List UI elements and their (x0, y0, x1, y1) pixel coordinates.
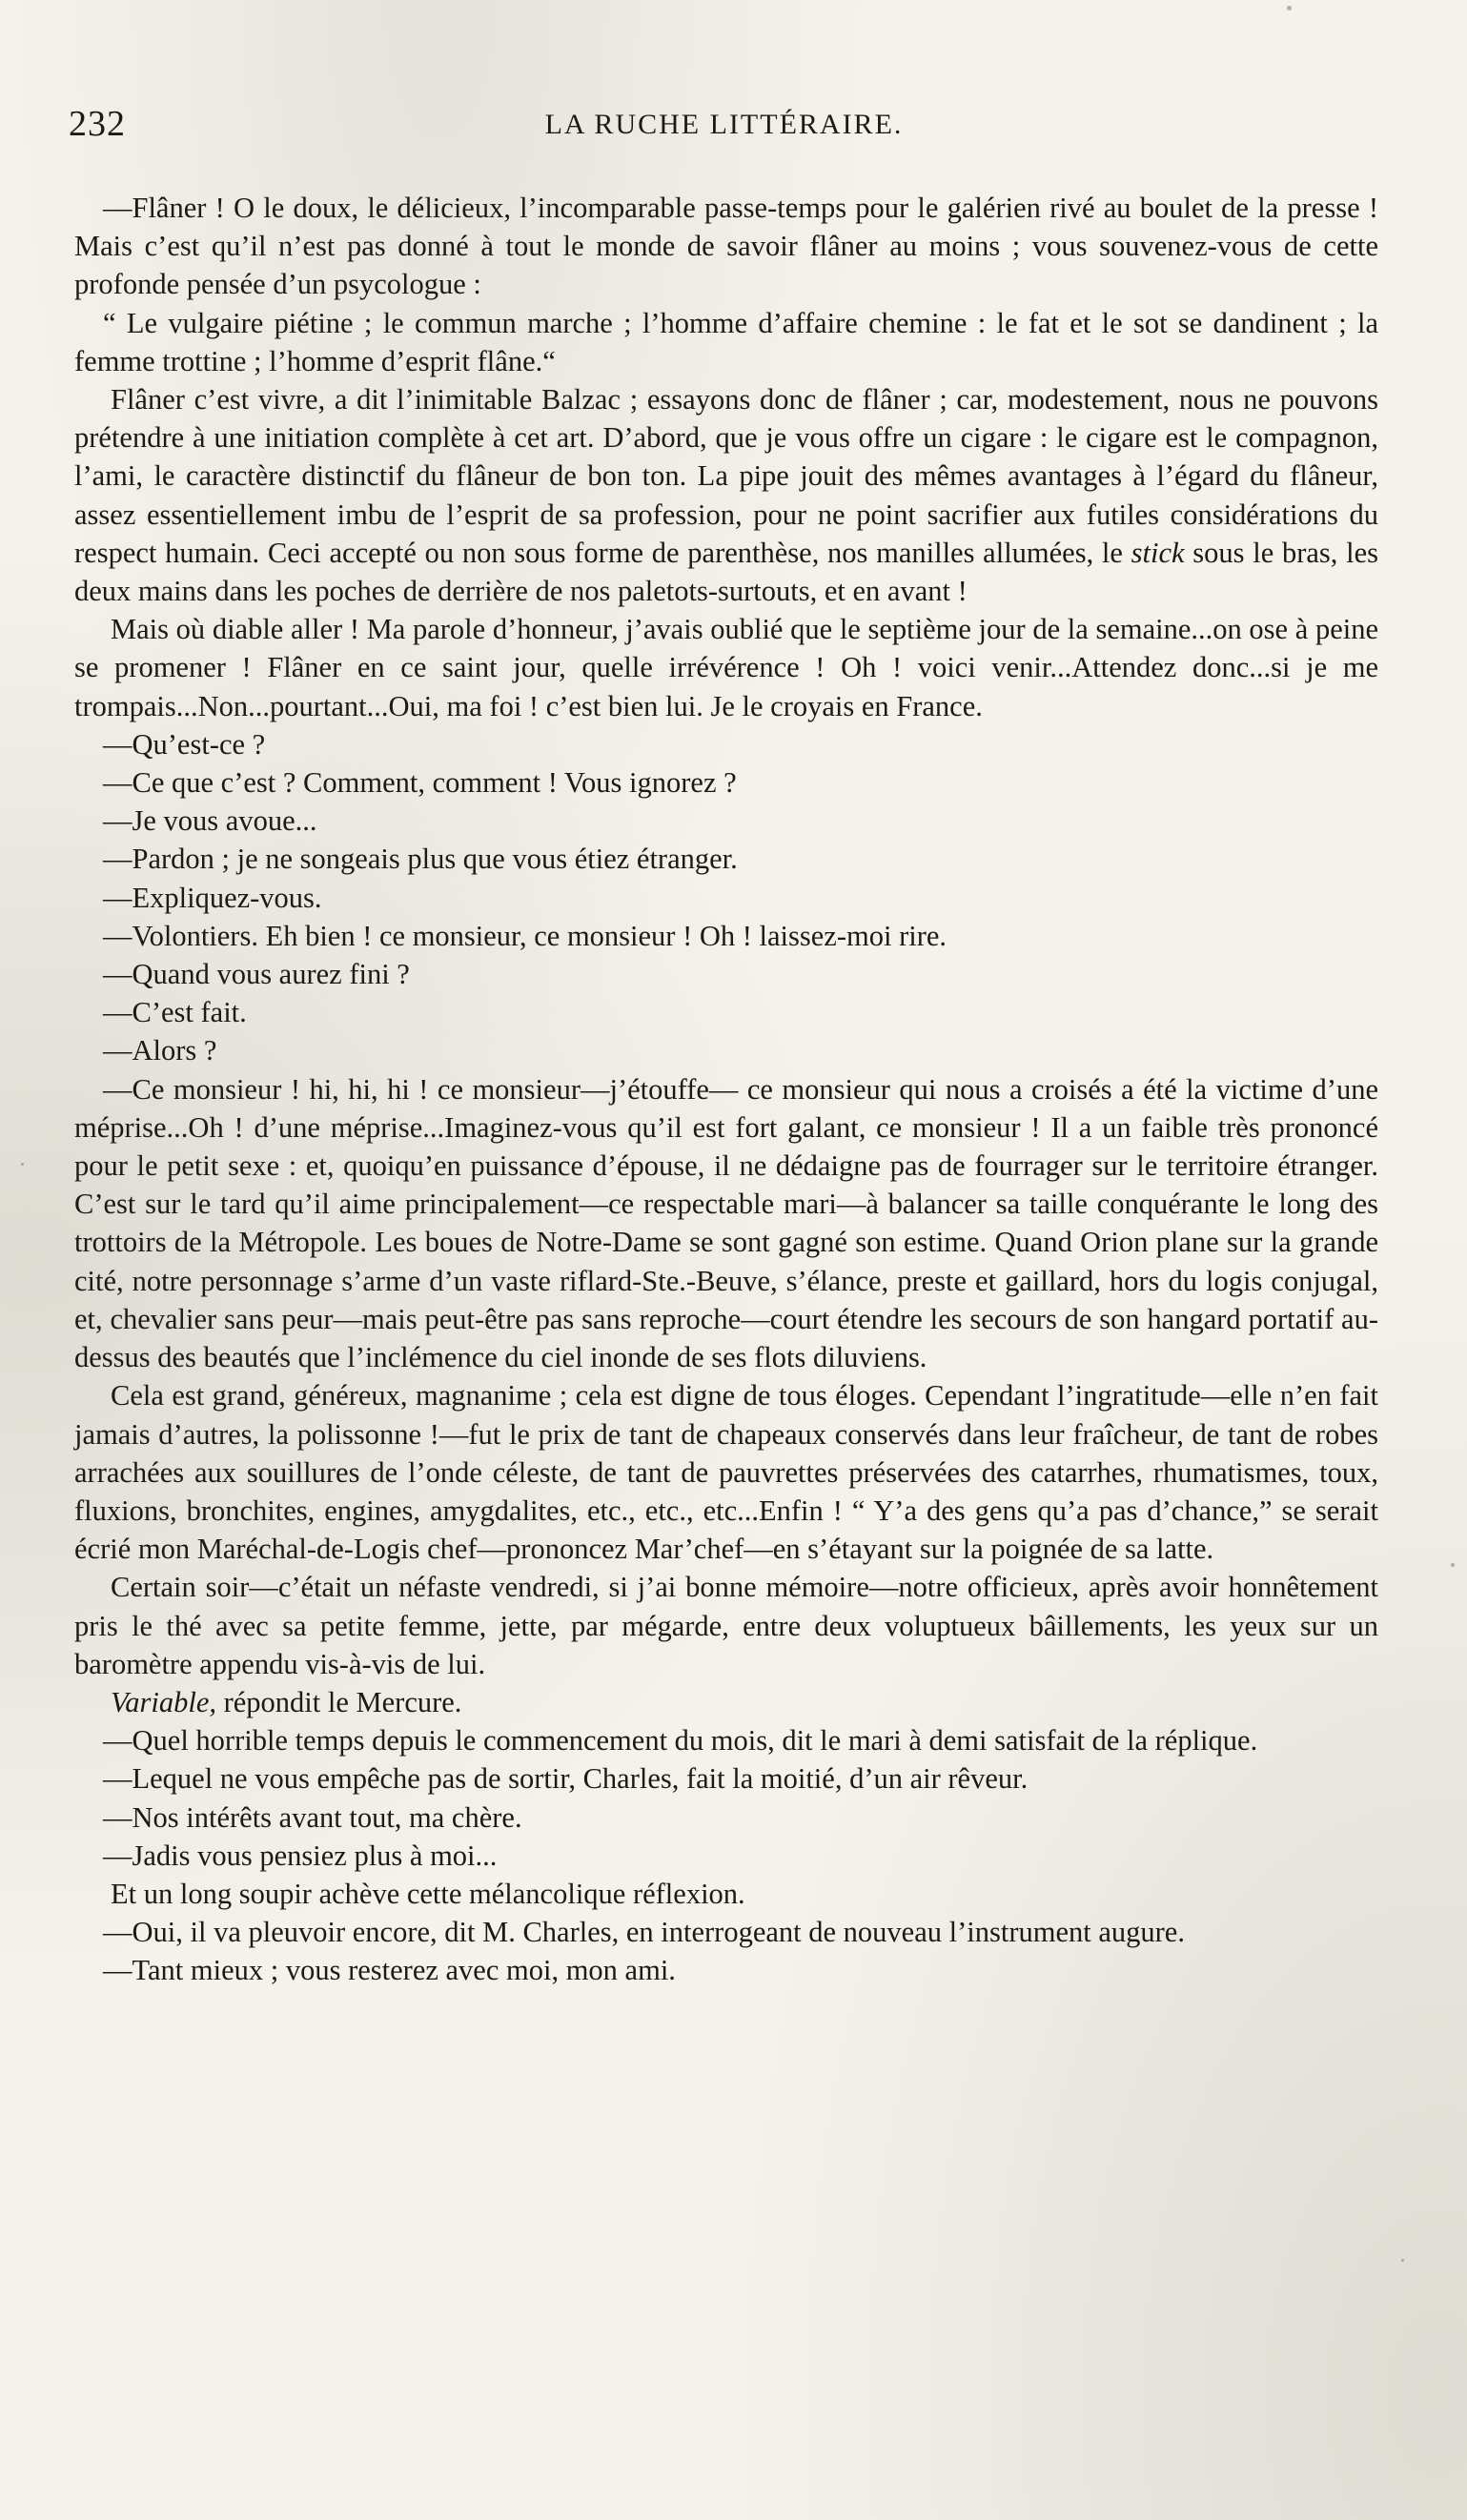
dialogue-line: —Expliquez-vous. (103, 881, 322, 914)
dialogue-line: —Alors ? (103, 1034, 217, 1067)
paragraph (74, 1683, 1378, 1721)
paragraph-text: Flâner c’est vivre, a dit l’inimitable Balzac ; essayons donc de flâner ; car, modestement, nous ne pouvons prétendre à une initiation complète à cet art. D’abord, que je vous offre un cigare : le cigare est le compagnon, l’ami, le caractère distinctif du flâneur de bon ton. La pipe jouit des mêmes avantages à l’égard du flâneur, assez essentiellement imbu de l’esprit de sa profession, pour ne point sacrifier aux futiles considérations du respect humain. Ceci accepté ou non sous forme de parenthèse, nos manilles allumées, le (74, 383, 1378, 569)
dialogue-line: —Jadis vous pensiez plus à moi... (103, 1839, 498, 1872)
dialogue-line: —Volontiers. Eh bien ! ce monsieur, ce monsieur ! Oh ! laissez-moi rire. (103, 919, 947, 952)
dialogue-line: —Quel horrible temps depuis le commencement du mois, dit le mari à demi satisfait de la réplique. (103, 1724, 1258, 1758)
article-body (74, 189, 1378, 1990)
italic-word: Variable, (111, 1685, 216, 1718)
paragraph: Mais où diable aller ! Ma parole d’honneur, j’avais oublié que le septième jour de la semaine...on ose à peine se promener ! Flâner en ce saint jour, quelle irrévérence ! Oh ! voici venir...Attendez donc...si je me trompais...Non...pourtant...Oui, ma foi ! c’est bien lui. Je le croyais en France. (74, 613, 1378, 722)
page-number: 232 (69, 104, 126, 144)
paragraph: Cela est grand, généreux, magnanime ; cela est digne de tous éloges. Cependant l’ingratitude—elle n’en fait jamais d’autres, la polissonne !—fut le prix de tant de chapeaux conservés dans leur fraîcheur, de tant de robes arrachées aux souillures de l’onde céleste, de tant de pauvrettes préservées des catarrhes, rhumatismes, toux, fluxions, bronchites, engines, amygdalites, etc., etc., etc...Enfin ! “ Y’a des gens qu’a pas d’chance,” se serait écrié mon Maréchal-de-Logis chef—prononcez Mar’chef—en s’étayant sur la poignée de sa latte. (74, 1379, 1378, 1566)
print-speck (1451, 1563, 1455, 1567)
print-speck (21, 1163, 24, 1166)
page-header (69, 103, 1379, 151)
paragraph-text: sous le bras, les deux mains dans les poches de derrière de nos paletots-surtouts, et en avant ! (74, 536, 1378, 608)
italic-word: stick (1131, 536, 1185, 569)
dialogue-line: —C’est fait. (103, 996, 247, 1029)
paragraph-text: répondit le Mercure. (215, 1685, 462, 1718)
paragraph: —Flâner ! O le doux, le délicieux, l’incomparable passe-temps pour le galérien rivé au boulet de la presse ! Mais c’est qu’il n’est pas donné à tout le monde de savoir flâner au moins ; vous souvenez-vous de cette profonde pensée d’un psycologue : (74, 192, 1378, 301)
dialogue-line: —Quand vous aurez fini ? (103, 958, 410, 991)
dialogue-line: —Oui, il va pleuvoir encore, dit M. Charles, en interrogeant de nouveau l’instrument augure. (103, 1916, 1185, 1949)
paragraph: Certain soir—c’était un néfaste vendredi, si j’ai bonne mémoire—notre officieux, après avoir honnêtement pris le thé avec sa petite femme, jette, par mégarde, entre deux voluptueux bâillements, les yeux sur un baromètre appendu vis-à-vis de lui. (74, 1571, 1378, 1680)
quotation: “ Le vulgaire piétine ; le commun marche ; l’homme d’affaire chemine : le fat et le sot se dandinent ; la femme trottine ; l’homme d’esprit flâne.“ (74, 306, 1378, 377)
paragraph (74, 380, 1378, 610)
dialogue-line: —Ce que c’est ? Comment, comment ! Vous ignorez ? (103, 766, 737, 800)
dialogue-line: —Pardon ; je ne songeais plus que vous étiez étranger. (103, 843, 738, 876)
dialogue-line: —Je vous avoue... (103, 804, 317, 838)
dialogue-line: —Nos intérêts avant tout, ma chère. (103, 1800, 522, 1834)
dialogue-line: —Qu’est-ce ? (103, 727, 266, 761)
running-title: LA RUCHE LITTÉRAIRE. (544, 109, 904, 140)
paragraph: —Ce monsieur ! hi, hi, hi ! ce monsieur—j’étouffe— ce monsieur qui nous a croisés a été la victime d’une méprise...Oh ! d’une méprise...Imaginez-vous qu’il est fort galant, ce monsieur ! Il a un faible très prononcé pour le petit sexe : et, quoiqu’en puissance d’épouse, il ne dédaigne pas de fourrager sur le territoire étranger. C’est sur le tard qu’il aime principalement—ce respectable mari—à balancer sa taille conquérante le long des trottoirs de la Métropole. Les boues de Notre-Dame se sont gagné son estime. Quand Orion plane sur la grande cité, notre personnage s’arme d’un vaste riflard-Ste.-Beuve, s’élance, preste et gaillard, hors du logis conjugal, et, chevalier sans peur—mais peut-être pas sans reproche—court étendre les secours de son hangard portatif au-dessus des beautés que l’inclémence du ciel inonde de ses flots diluviens. (74, 1072, 1378, 1374)
dialogue-line: —Tant mieux ; vous resterez avec moi, mon ami. (103, 1954, 676, 1987)
print-speck (1287, 6, 1292, 10)
print-speck (1401, 2259, 1404, 2262)
paragraph: Et un long soupir achève cette mélancolique réflexion. (111, 1877, 745, 1910)
dialogue-line: —Lequel ne vous empêche pas de sortir, Charles, fait la moitié, d’un air rêveur. (103, 1762, 1029, 1796)
